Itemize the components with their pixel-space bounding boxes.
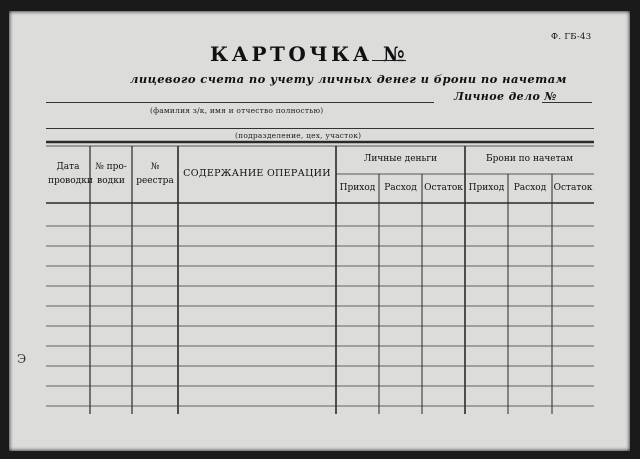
personal-file-line [542, 102, 592, 103]
name-caption: (фамилия з/к, имя и отчество полностью) [150, 106, 324, 115]
col-money-balance-header: Остаток [424, 183, 463, 193]
group-personal-money-header: Личные деньги [363, 154, 438, 164]
card-subtitle: лицевого счета по учету личных денег и брони по начетам [130, 72, 567, 86]
card-number-line [372, 60, 406, 61]
unit-fill-line [46, 128, 594, 129]
form-code: Ф. ГБ-43 [551, 32, 592, 42]
col-money-expense-header: Расход [384, 183, 417, 193]
personal-file-label: Личное дело № [454, 90, 557, 103]
col-reservation-income-header: Приход [468, 183, 505, 193]
col-money-income-header: Приход [339, 183, 376, 193]
col-posting-header: № про- водки [95, 162, 127, 186]
col-reservation-balance-header: Остаток [553, 183, 593, 193]
margin-mark: Э [17, 352, 27, 366]
unit-caption: (подразделение, цех, участок) [235, 131, 362, 140]
col-register-header: № реестра [136, 162, 174, 186]
col-date-header: Дата проводки [48, 162, 93, 186]
card-title: КАРТОЧКА № [210, 42, 409, 66]
col-reservation-expense-header: Расход [513, 183, 547, 193]
col-operation-header: СОДЕРЖАНИЕ ОПЕРАЦИИ [183, 168, 331, 179]
name-fill-line [46, 102, 434, 103]
group-reservation-header: Брони по начетам [486, 154, 573, 164]
